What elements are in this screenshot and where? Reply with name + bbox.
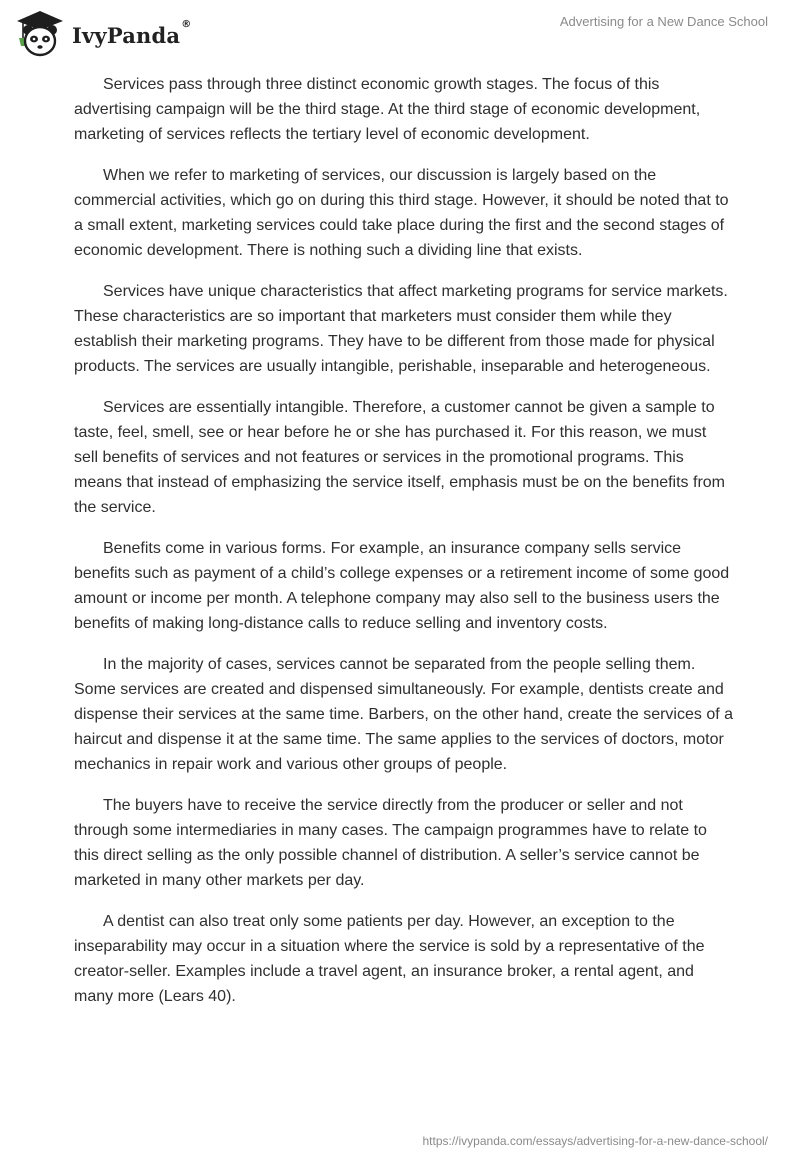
source-url[interactable]: https://ivypanda.com/essays/advertising-for-a-new-dance-school/: [422, 1134, 768, 1148]
paragraph: In the majority of cases, services cannot be separated from the people selling them. Some services are created and dispensed simultaneously. For example, dentists create and dispense their services at the same time. Barbers, on the other hand, create the services of a haircut and dispense it at the same time. The same applies to the services of doctors, motor mechanics in repair work and various other groups of people.: [74, 656, 734, 773]
paragraph: Services pass through three distinct economic growth stages. The focus of this advertising campaign will be the third stage. At the third stage of economic development, marketing of services reflects the tertiary level of economic development.: [74, 76, 701, 143]
panda-graduation-cap-icon: [14, 8, 66, 60]
paragraph: Services have unique characteristics that affect marketing programs for service markets. These characteristics are so important that marketers must consider them while they establish their marketing programs. They have to be different from those made for physical products. The services are usually intangible, perishable, inseparable and heterogeneous.: [74, 283, 728, 375]
brand-name-text: IvyPanda: [72, 22, 181, 48]
paragraph: The buyers have to receive the service directly from the producer or seller and not through some intermediaries in many cases. The campaign programmes have to relate to this direct selling as the only possible channel of distribution. A seller’s service cannot be marketed in many other markets per day.: [74, 797, 707, 889]
paragraph: Services are essentially intangible. Therefore, a customer cannot be given a sample to taste, feel, smell, see or hear before he or she has purchased it. For this reason, we must sell benefits of services and not features or services in the promotional programs. This means that instead of emphasizing the service itself, emphasis must be on the benefits from the service.: [74, 399, 725, 516]
registered-mark: ®: [181, 18, 192, 30]
paragraph: Benefits come in various forms. For example, an insurance company sells service benefits such as payment of a child’s college expenses or a retirement income of some good amount or income per month. A telephone company may also sell to the business users the benefits of making long-distance calls to reduce selling and inventory costs.: [74, 540, 730, 632]
ivypanda-logo[interactable]: [14, 8, 191, 60]
brand-name: [72, 18, 192, 48]
essay-body: [74, 72, 734, 1025]
paragraph: A dentist can also treat only some patients per day. However, an exception to the inseparability may occur in a situation where the service is sold by a representative of the creator-seller. Examples include a travel agent, an insurance broker, a rental agent, and many more (Lears 40).: [74, 913, 705, 1005]
document-title: Advertising for a New Dance School: [559, 14, 768, 29]
paragraph: When we refer to marketing of services, our discussion is largely based on the commercial activities, which go on during this third stage. However, it should be noted that to a small extent, marketing services could take place during the first and the second stages of economic development. There is nothing such a dividing line that exists.: [74, 167, 729, 259]
page-header: [0, 0, 800, 64]
